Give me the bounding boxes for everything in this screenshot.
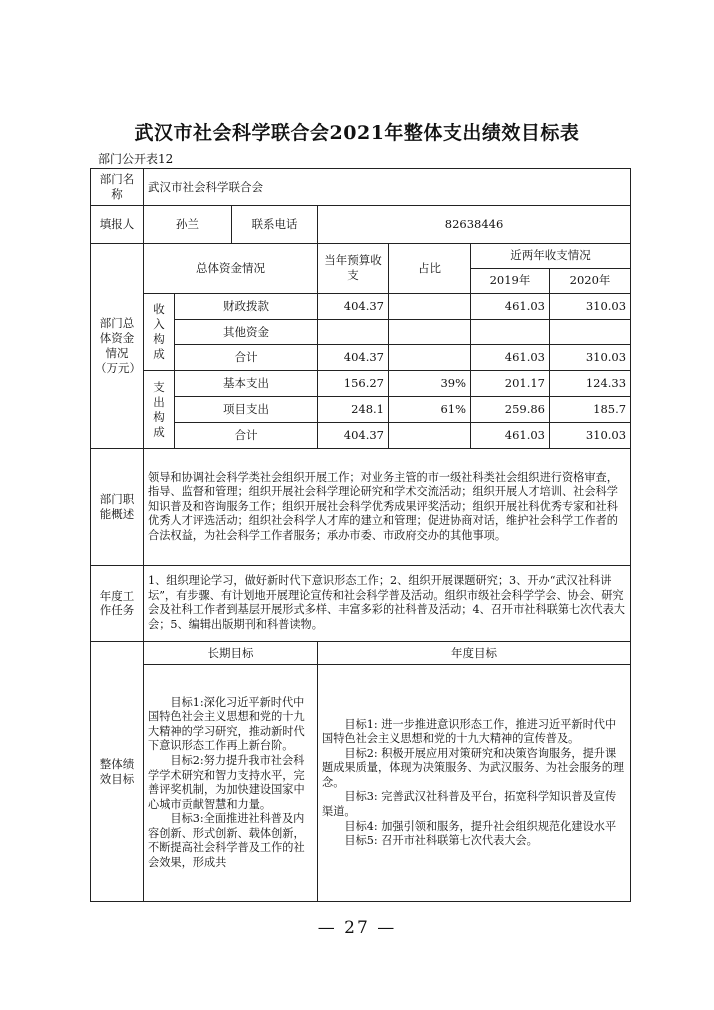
- income-2020: 310.03: [550, 345, 631, 371]
- funds-label: 部门总体资金情况（万元）: [91, 243, 144, 449]
- expense-ratio: 39%: [389, 371, 471, 397]
- table-number: 部门公开表12: [98, 152, 174, 166]
- income-2020: [550, 319, 631, 345]
- long-term-goals: [144, 665, 318, 902]
- expense-budget: 156.27: [318, 371, 389, 397]
- long-term-goal: 目标3:全面推进社科普及内容创新、形式创新、载体创新，不断提高社会科学普及工作的社会效果，形成共: [148, 812, 305, 869]
- expense-2019: 201.17: [471, 371, 550, 397]
- annual-goal: 目标4: 加强引领和服务，提升社会组织规范化建设水平: [344, 819, 617, 833]
- annual-goal: 目标2: 积极开展应用对策研究和决策咨询服务，提升课题成果质量，体现为决策服务、为武汉服务、为社会服务的理念。: [322, 746, 625, 789]
- income-total-label: 合计: [175, 345, 318, 371]
- filler-name: 孙兰: [144, 206, 232, 243]
- long-term-header: 长期目标: [144, 642, 318, 665]
- ratio-header: 占比: [389, 243, 471, 293]
- recent-years-header: 近两年收支情况: [471, 243, 631, 268]
- expense-2020: 124.33: [550, 371, 631, 397]
- filler-label: 填报人: [91, 206, 144, 243]
- income-2019: [471, 319, 550, 345]
- expense-budget: 248.1: [318, 397, 389, 423]
- income-2019: 461.03: [471, 345, 550, 371]
- phone-label: 联系电话: [232, 206, 318, 243]
- dept-name-value: 武汉市社会科学联合会: [144, 169, 631, 206]
- income-ratio: [389, 319, 471, 345]
- year-2019-header: 2019年: [471, 268, 550, 293]
- page-number: — 27 —: [317, 918, 397, 938]
- expense-item: 基本支出: [175, 371, 318, 397]
- expense-2020: 185.7: [550, 397, 631, 423]
- income-2019: 461.03: [471, 293, 550, 319]
- duty-text: 领导和协调社会科学类社会组织开展工作；对业务主管的市一级社科类社会组织进行资格审查，指导、监督和管理；组织开展社会科学理论研究和学术交流活动；组织开展人才培训、社会科学知识普及和咨询服务工作；组织开展社会科学优秀成果评奖活动；组织开展社科优秀专家和社科优秀人才评选活动；组织社会科学人才库的建立和管理；促进协商对话，维护社会科学工作者的合法权益，为社会科学工作者服务；承办市委、市政府交办的其他事项。: [144, 449, 631, 565]
- phone-value: 82638446: [318, 206, 631, 243]
- income-2020: 310.03: [550, 293, 631, 319]
- tasks-label: 年度工作任务: [91, 565, 144, 642]
- income-ratio: [389, 293, 471, 319]
- expense-item: 项目支出: [175, 397, 318, 423]
- year-2020-header: 2020年: [550, 268, 631, 293]
- income-label: 收入构成: [144, 293, 175, 371]
- goals-label: 整体绩效目标: [91, 642, 144, 902]
- income-item: 财政拨款: [175, 293, 318, 319]
- long-term-goal: 目标1:深化习近平新时代中国特色社会主义思想和党的十九大精神的学习研究，推动新时代下意识形态工作再上新台阶。: [148, 695, 305, 753]
- budget-header: 当年预算收支: [318, 243, 389, 293]
- long-term-goal: 目标2:努力提升我市社会科学学术研究和智力支持水平，完善评奖机制，为加快建设国家中心城市贡献智慧和力量。: [148, 753, 305, 811]
- income-ratio: [389, 345, 471, 371]
- expense-label: 支出构成: [144, 371, 175, 449]
- expense-2019: 259.86: [471, 397, 550, 423]
- annual-goal: 目标3: 完善武汉社科普及平台，拓宽科学知识普及宣传渠道。: [322, 790, 617, 818]
- annual-goal: 目标5: 召开市社科联第七次代表大会。: [344, 834, 538, 848]
- expense-2020: 310.03: [550, 423, 631, 449]
- overall-funds-header: 总体资金情况: [144, 243, 318, 293]
- dept-name-label: 部门名称: [91, 169, 144, 206]
- annual-goal: 目标1: 进一步推进意识形态工作，推进习近平新时代中国特色社会主义思想和党的十九大精神的宣传普及。: [322, 717, 617, 746]
- expense-budget: 404.37: [318, 423, 389, 449]
- expense-ratio: 61%: [389, 397, 471, 423]
- expense-2019: 461.03: [471, 423, 550, 449]
- expense-total-label: 合计: [175, 423, 318, 449]
- performance-target-table: [90, 168, 631, 902]
- expense-ratio: [389, 423, 471, 449]
- annual-goals: [318, 665, 631, 902]
- income-budget: [318, 319, 389, 345]
- income-budget: 404.37: [318, 293, 389, 319]
- income-item: 其他资金: [175, 319, 318, 345]
- document-title: 武汉市社会科学联合会2021年整体支出绩效目标表: [134, 122, 580, 144]
- tasks-text: 1、组织理论学习，做好新时代下意识形态工作；2、组织开展课题研究；3、开办“武汉社科讲坛”，有步骤、有计划地开展理论宣传和社会科学普及活动。组织市级社会科学学会、协会、研究会及社科工作者到基层开展形式多样、丰富多彩的社科普及活动；4、召开市社科联第七次代表大会；5、编辑出版期刊和科普读物。: [144, 565, 631, 642]
- income-budget: 404.37: [318, 345, 389, 371]
- annual-goal-header: 年度目标: [318, 642, 631, 665]
- duty-label: 部门职能概述: [91, 449, 144, 565]
